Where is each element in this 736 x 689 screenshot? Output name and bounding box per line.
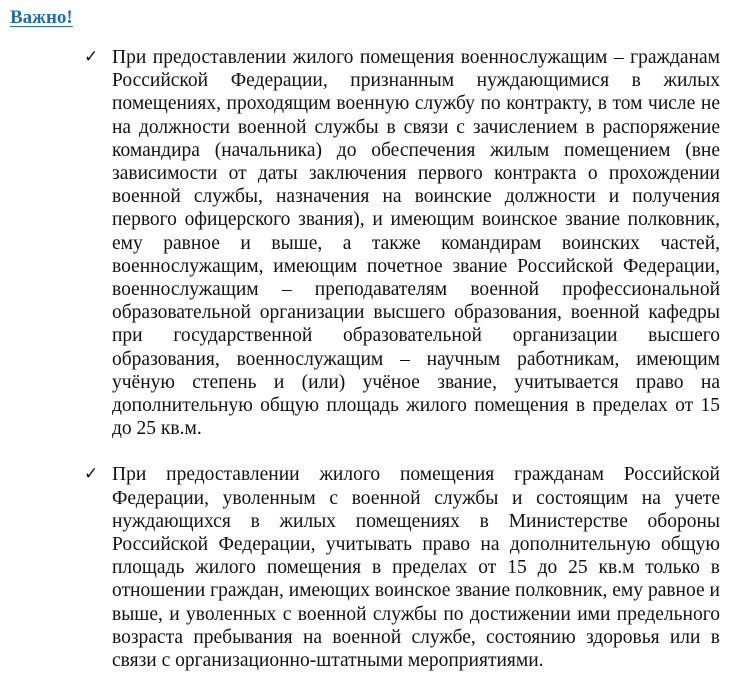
- bullet-item-text: При предоставлении жилого помещения гражданам Российской Федерации, уволенным с военной службы и состоящим на учете нуждающихся в жилых помещениях в Министерстве обороны Российской Федерации, учитывать право на дополнительную общую площадь жилого помещения в пределах от 15 до 25 кв.м только в отношении граждан, имеющих воинское звание полковник, ему равное и выше, и уволенных с военной службы по достижении ими предельного возраста пребывания на военной службе, состоянию здоровья или в связи с организационно-штатными мероприятиями.: [112, 464, 720, 672]
- bullet-list: [84, 46, 720, 672]
- check-mark-icon: ✓: [84, 464, 99, 485]
- bullet-item-1: [84, 46, 720, 440]
- check-mark-icon: ✓: [84, 47, 99, 67]
- bullet-item-2: [84, 463, 720, 672]
- bullet-item-text: При предоставлении жилого помещения военнослужащим – гражданам Российской Федерации, признанным нуждающимися в жилых помещениях, проходящим военную службу по контракту, в том числе не на должности военной службы в связи с зачислением в распоряжение командира (начальника) до обеспечения жилым помещением (вне зависимости от даты заключения первого контракта о прохождении военной службы, назначения на воинские должности и получения первого офицерского звания), и имеющим воинское звание полковник, ему равное и выше, а также командирам воинских частей, военнослужащим, имеющим почетное звание Российской Федерации, военнослужащим – преподавателям военной профессиональной образовательной организации высшего образования, военной кафедры при государственной образовательной организации высшего образования, военнослужащим – научным работникам, имеющим учёную степень и (или) учёное звание, учитывается право на дополнительную общую площадь жилого помещения в пределах от 15 до 25 кв.м.: [112, 47, 720, 440]
- important-heading: Важно!: [10, 7, 73, 28]
